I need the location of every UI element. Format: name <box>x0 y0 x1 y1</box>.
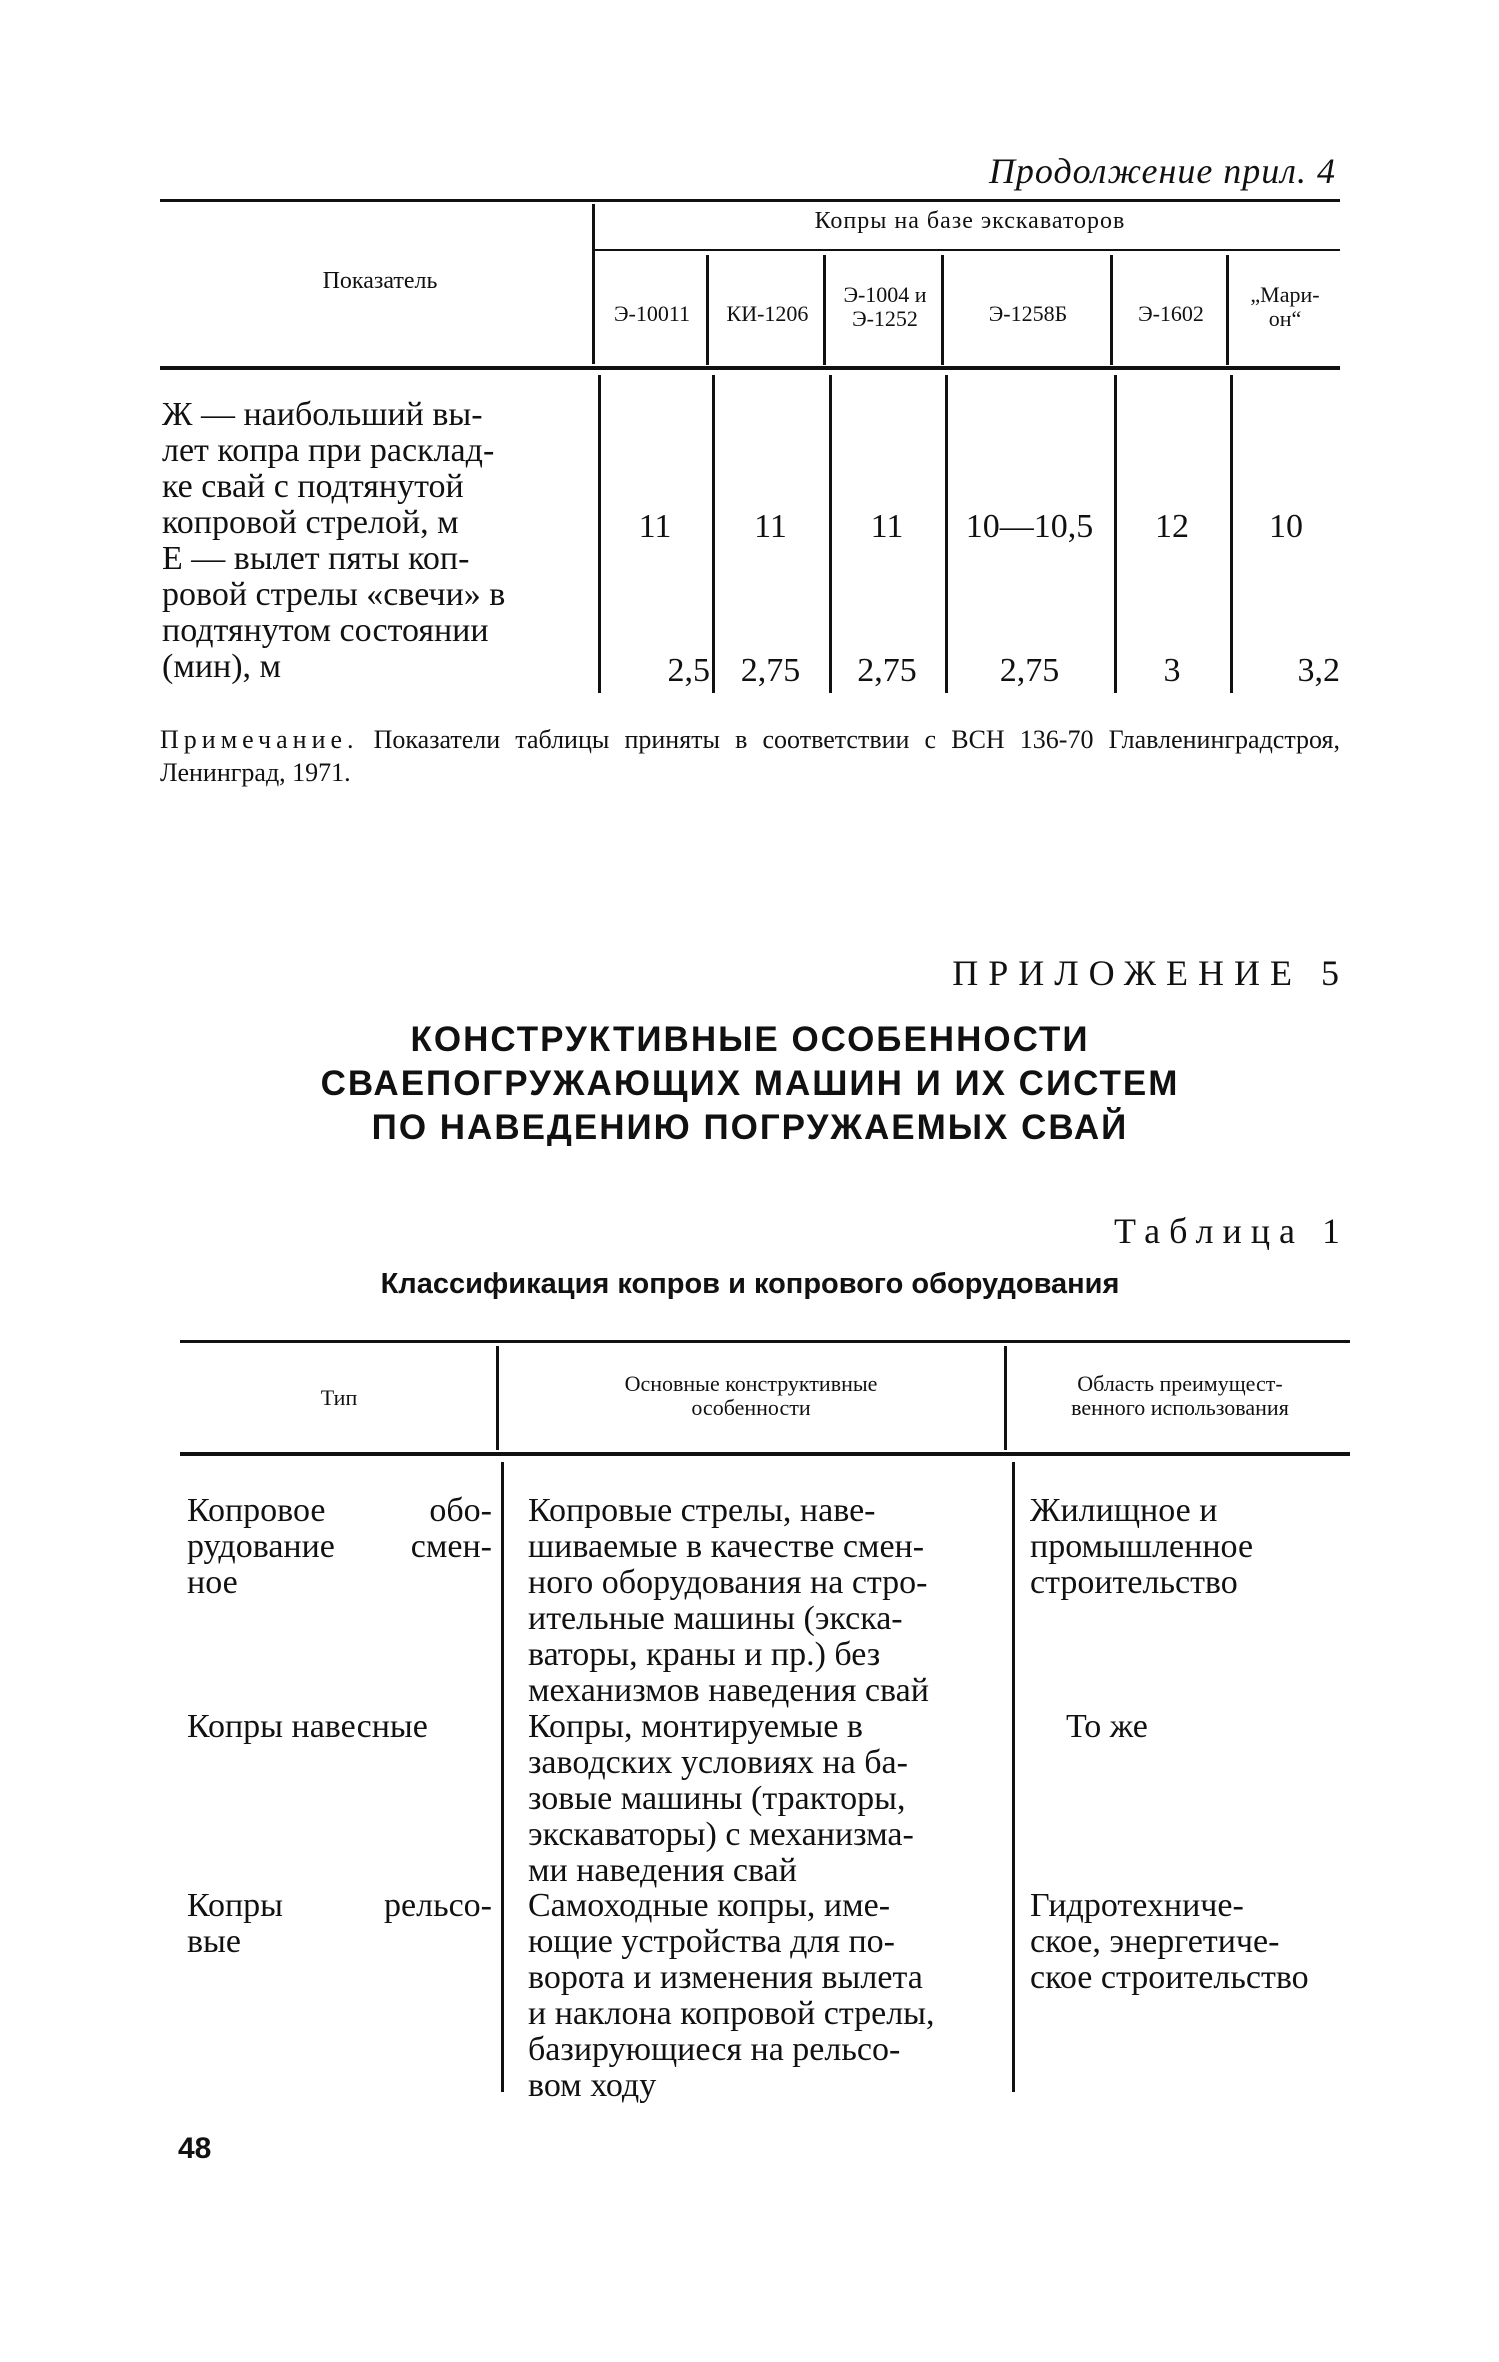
features-line: вом ходу <box>528 2067 657 2104</box>
table2-col-divider <box>501 1462 504 2092</box>
type-cell <box>187 1493 492 1601</box>
value-cell: 3 <box>1163 652 1181 689</box>
area-line: Жилищное и <box>1030 1492 1218 1529</box>
indicator-header: Показатель <box>322 268 438 294</box>
type-line: Копровое обо- <box>187 1492 492 1529</box>
type-cell <box>187 1888 492 1960</box>
value-cell: 10—10,5 <box>965 508 1094 545</box>
value-cell: 2,75 <box>999 652 1060 689</box>
appendix-title <box>150 1018 1350 1150</box>
table1-col-divider <box>592 204 595 364</box>
type-header: Тип <box>320 1385 358 1410</box>
features-line: ного оборудования на стро- <box>528 1564 928 1601</box>
column-header-line: „Мари- <box>1250 282 1320 307</box>
appendix-label: ПРИЛОЖЕНИЕ 5 <box>952 953 1349 993</box>
features-line: зовые машины (тракторы, <box>528 1780 906 1817</box>
type-line: ное <box>187 1564 238 1601</box>
type-line: рудование смен- <box>187 1528 492 1565</box>
area-line: То же <box>1066 1708 1148 1745</box>
column-header: КИ-1206 <box>726 301 809 326</box>
type-cell <box>187 1709 497 1745</box>
column-header: Э-10011 <box>613 301 691 326</box>
area-cell <box>1030 1888 1350 1996</box>
value-cell: 2,75 <box>857 652 917 689</box>
features-line: ительные машины (экска- <box>528 1600 903 1637</box>
features-line: ющие устройства для по- <box>528 1923 895 1960</box>
features-line: и наклона копровой стрелы, <box>528 1995 935 2032</box>
column-header-line: он“ <box>1268 306 1302 331</box>
value-cell: 3,2 <box>1297 652 1340 689</box>
column-header: Э-1602 <box>1138 301 1204 326</box>
column-header <box>1230 283 1340 331</box>
area-header <box>1010 1372 1350 1420</box>
table-label: Таблица 1 <box>1114 1211 1349 1251</box>
type-line: вые <box>187 1923 241 1960</box>
area-line: строительство <box>1030 1564 1238 1601</box>
area-cell <box>1066 1709 1346 1745</box>
value-cell: 12 <box>1155 508 1189 545</box>
row-label-line: ровой стрелы «свечи» в <box>162 576 506 613</box>
features-line: Копры, монтируемые в <box>528 1708 863 1745</box>
row-label-line: Ж — наибольший вы- <box>162 396 483 433</box>
table-note <box>160 723 1340 789</box>
area-cell <box>1030 1493 1350 1601</box>
area-line: ское строительство <box>1030 1959 1309 1996</box>
features-line: ворота и изменения вылета <box>528 1959 923 1996</box>
value-cell: 2,5 <box>667 652 710 689</box>
features-header-line: Основные конструктивные <box>624 1371 878 1396</box>
features-line: Самоходные копры, име- <box>528 1887 891 1924</box>
title-line: СВАЕПОГРУЖАЮЩИХ МАШИН И ИХ СИСТЕМ <box>320 1064 1180 1103</box>
features-line: Копровые стрелы, наве- <box>528 1492 876 1529</box>
value-cell: 10 <box>1269 508 1303 545</box>
table1-top-rule <box>160 199 1340 202</box>
features-line: заводских условиях на ба- <box>528 1744 908 1781</box>
row-label-line: подтянутом состоянии <box>162 612 489 649</box>
features-cell <box>528 1888 1003 2104</box>
features-line: базирующиеся на рельсо- <box>528 2031 901 2068</box>
note-label: Примечание. <box>160 725 359 754</box>
features-line: ми наведения свай <box>528 1852 797 1889</box>
table2-top-rule <box>180 1340 1350 1343</box>
features-cell <box>528 1493 1003 1709</box>
area-header-line: Область преимущест- <box>1077 1371 1283 1396</box>
features-header-line: особенности <box>691 1395 811 1420</box>
column-header <box>827 283 943 331</box>
area-line: Гидротехниче- <box>1030 1887 1244 1924</box>
type-line: Копры навесные <box>187 1708 428 1745</box>
area-line: промышленное <box>1030 1528 1254 1565</box>
column-header-line: Э-1252 <box>852 306 918 331</box>
value-cell: 11 <box>870 508 904 545</box>
column-header: Э-1258Б <box>988 301 1068 326</box>
area-line: ское, энергетиче- <box>1030 1923 1280 1960</box>
table2-col-divider <box>1012 1462 1015 2092</box>
table1-header-rule <box>160 366 1340 370</box>
table1-group-rule <box>595 249 1340 251</box>
features-header <box>500 1372 1002 1420</box>
title-line: КОНСТРУКТИВНЫЕ ОСОБЕННОСТИ <box>410 1020 1090 1059</box>
table2-col-divider <box>1004 1346 1007 1450</box>
title-line: ПО НАВЕДЕНИЮ ПОГРУЖАЕМЫХ СВАЙ <box>371 1108 1129 1147</box>
table2-header-rule <box>180 1452 1350 1456</box>
row-label-line: (мин), м <box>162 648 282 685</box>
value-cell: 11 <box>638 508 672 545</box>
continuation-label: Продолжение прил. 4 <box>988 151 1336 191</box>
table-caption: Классификация копров и копрового оборудования <box>380 1268 1120 1300</box>
column-header-line: Э-1004 и <box>843 282 927 307</box>
value-cell: 11 <box>754 508 787 545</box>
features-line: экскаваторы) с механизма- <box>528 1816 914 1853</box>
row-label-line: Е — вылет пяты коп- <box>162 540 470 577</box>
row-label <box>162 397 590 685</box>
row-label-line: ке свай с подтянутой <box>162 468 464 505</box>
features-line: механизмов наведения свай <box>528 1672 929 1709</box>
features-line: шиваемые в качестве смен- <box>528 1528 925 1565</box>
area-header-line: венного использования <box>1071 1395 1289 1420</box>
value-cell: 2,75 <box>740 652 801 689</box>
group-header: Копры на базе экскаваторов <box>814 208 1126 234</box>
page-number: 48 <box>178 2132 212 2165</box>
type-line: Копры рельсо- <box>187 1887 492 1924</box>
note-text: Показатели таблицы приняты в соответствии с ВСН 136-70 Главленинградстроя, Ленинград, 1971. <box>160 725 1340 787</box>
features-line: ваторы, краны и пр.) без <box>528 1636 881 1673</box>
table2-col-divider <box>496 1346 499 1450</box>
row-label-line: копровой стрелой, м <box>162 504 459 541</box>
row-label-line: лет копра при расклад- <box>162 432 495 469</box>
features-cell <box>528 1709 1003 1889</box>
